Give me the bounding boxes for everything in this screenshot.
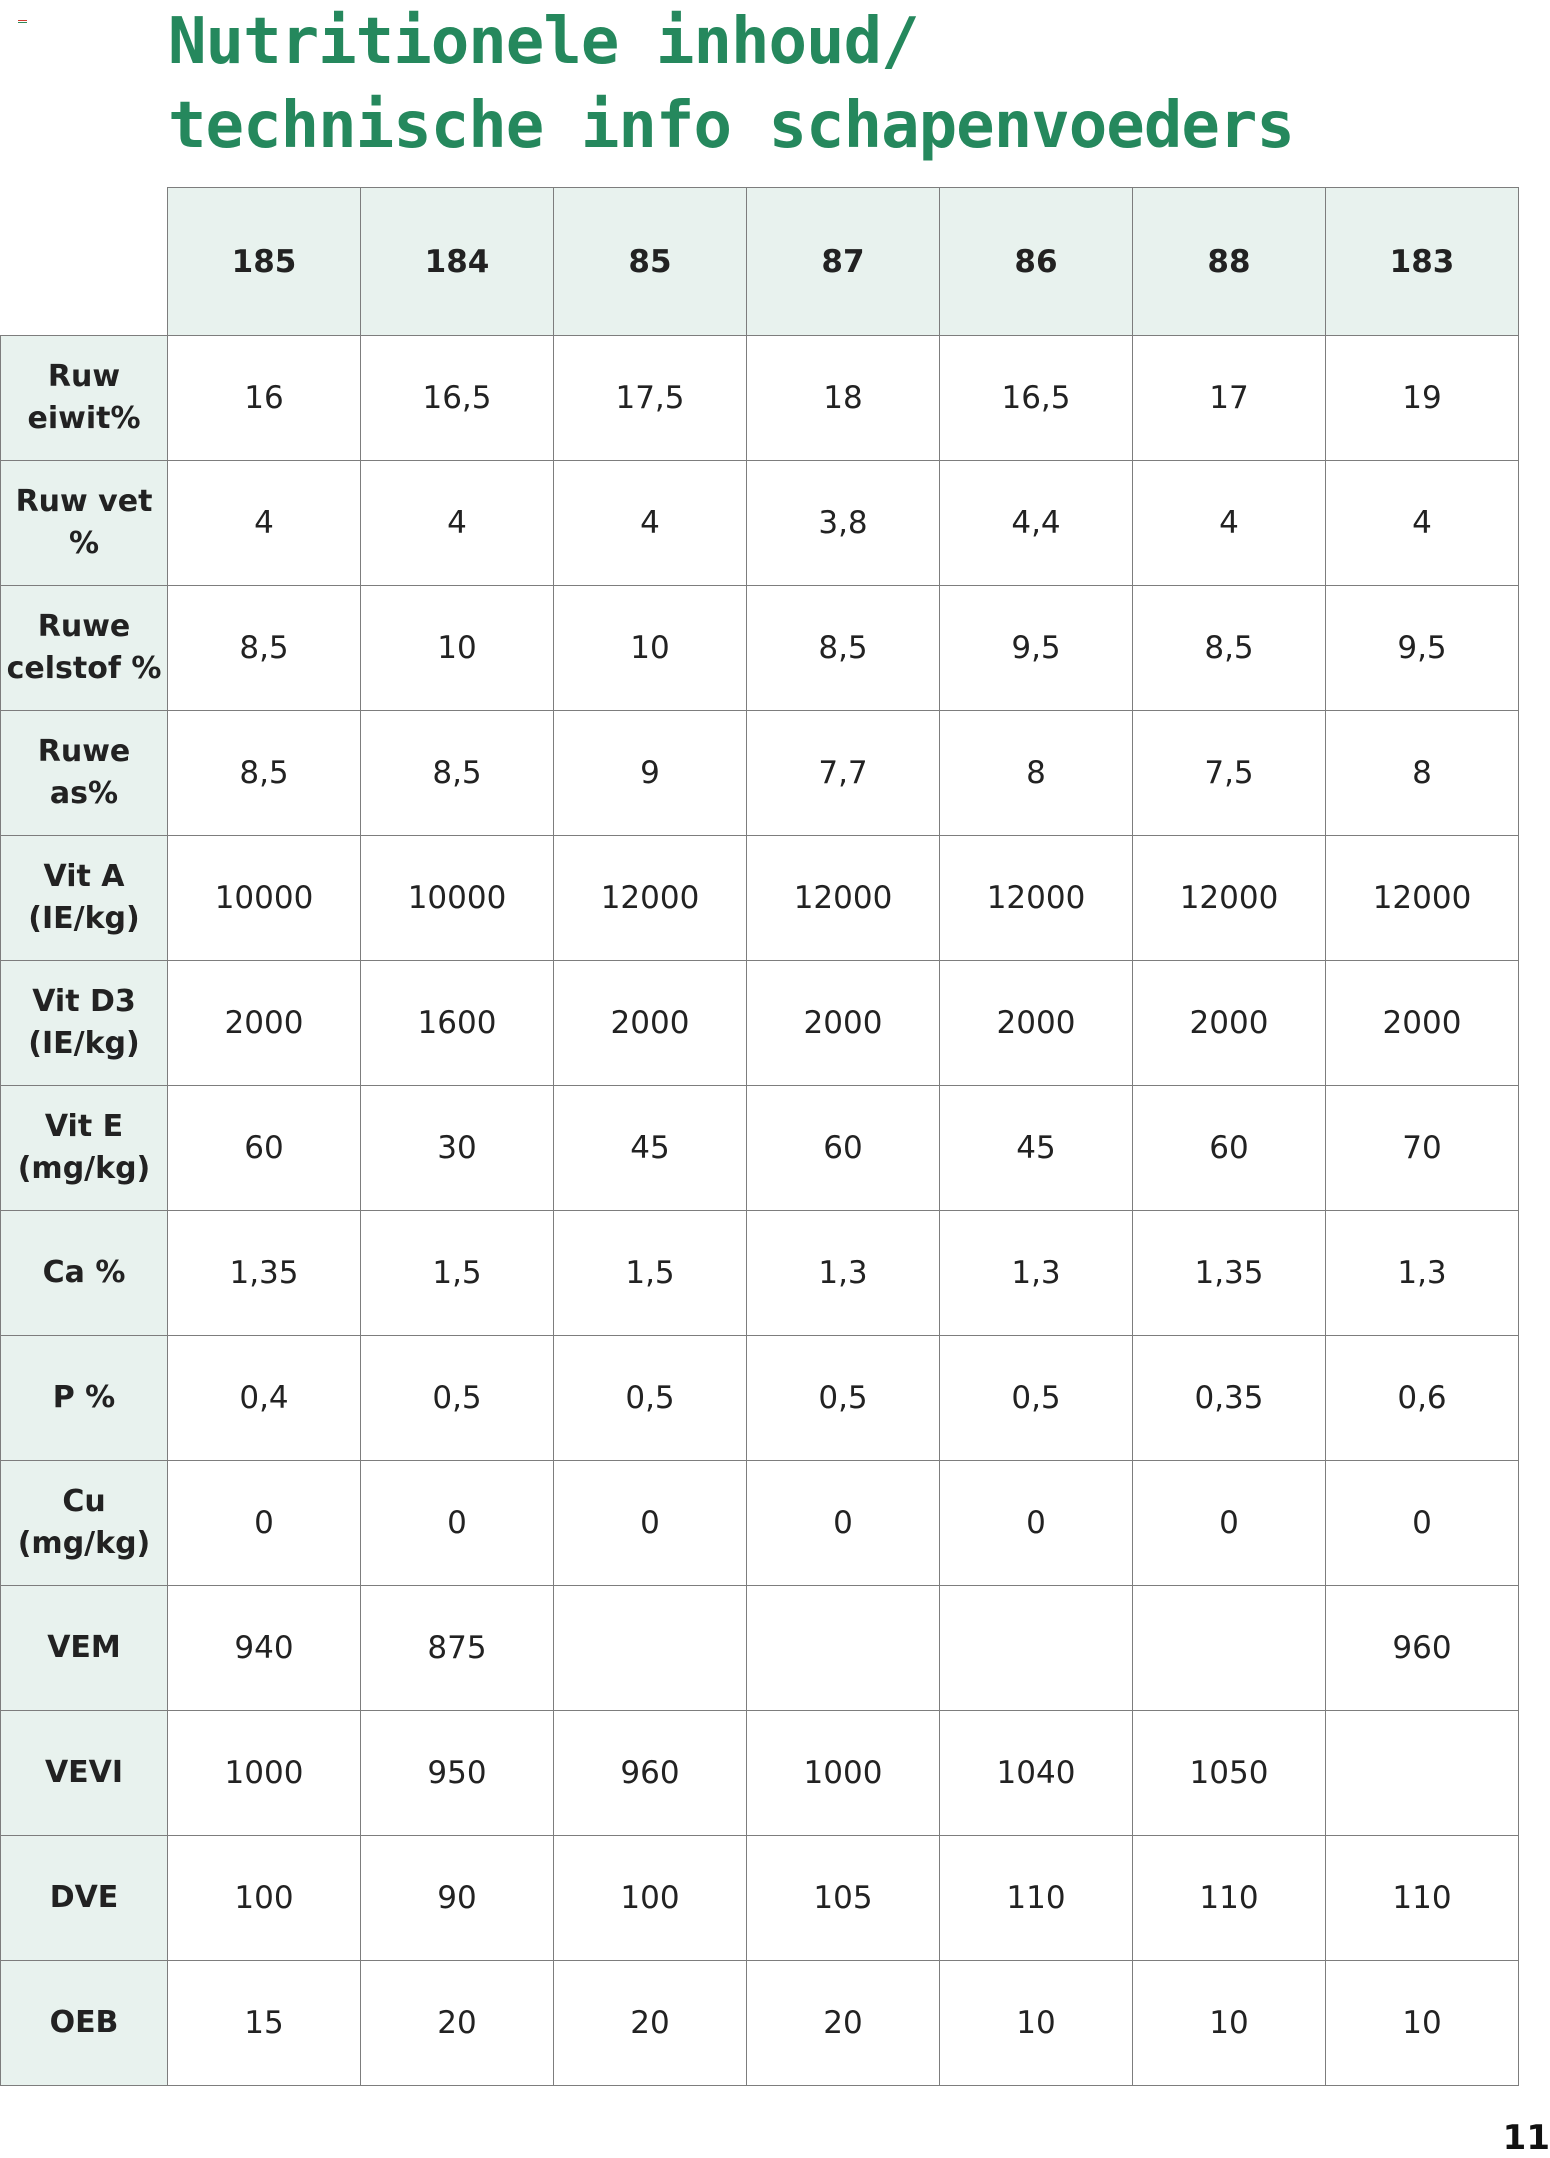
table-row [1,1336,1519,1461]
row-label-line-2: (mg/kg) [17,1526,151,1561]
column-header: 88 [1133,188,1326,336]
table-cell: 9,5 [1326,586,1519,711]
table-cell: 9 [554,711,747,836]
table-cell: 0 [747,1461,940,1586]
column-header: 86 [940,188,1133,336]
table-cell: 4,4 [940,461,1133,586]
table-cell [940,1586,1133,1711]
table-cell: 0 [1326,1461,1519,1586]
row-label-line-1: Ruwe [37,734,131,769]
table-row [1,711,1519,836]
table-cell: 20 [361,1961,554,2086]
table-cell: 2000 [554,961,747,1086]
table-cell: 110 [1133,1836,1326,1961]
table-body [1,336,1519,2086]
row-label-line-2: (mg/kg) [17,1151,151,1186]
table-cell: 0 [1133,1461,1326,1586]
row-header [1,961,168,1086]
table-cell: 960 [1326,1586,1519,1711]
row-header [1,1711,168,1836]
column-header: 183 [1326,188,1519,336]
table-cell: 0,35 [1133,1336,1326,1461]
row-header [1,1586,168,1711]
table-row [1,1586,1519,1711]
row-label-line-1: Cu [62,1484,106,1519]
table-cell: 3,8 [747,461,940,586]
row-label-line-2: (IE/kg) [28,901,140,936]
table-cell: 8 [940,711,1133,836]
table-cell: 0 [168,1461,361,1586]
table-cell: 18 [747,336,940,461]
table-cell: 1,5 [554,1211,747,1336]
row-header [1,1961,168,2086]
table-cell: 12000 [747,836,940,961]
header-row [1,188,1519,336]
table-cell [747,1586,940,1711]
table-cell [554,1586,747,1711]
table-cell: 1,35 [1133,1211,1326,1336]
table-cell: 0,5 [554,1336,747,1461]
table-cell: 60 [168,1086,361,1211]
row-label-line-2: % [68,526,100,561]
table-cell: 7,5 [1133,711,1326,836]
page-title [168,0,1294,168]
corner-mark-top-line [18,20,27,21]
table-cell: 100 [554,1836,747,1961]
table-cell: 9,5 [940,586,1133,711]
corner-mark-bottom-line [18,22,27,23]
table-cell: 960 [554,1711,747,1836]
row-label-line-2: (IE/kg) [28,1026,140,1061]
table-cell: 16 [168,336,361,461]
table-cell: 0,5 [361,1336,554,1461]
table-cell: 10 [940,1961,1133,2086]
table-cell: 1050 [1133,1711,1326,1836]
table-cell: 4 [168,461,361,586]
table-cell: 20 [554,1961,747,2086]
row-header [1,836,168,961]
table-cell: 100 [168,1836,361,1961]
table-cell: 10 [361,586,554,711]
table-cell: 4 [554,461,747,586]
table-row [1,836,1519,961]
table-cell: 1,35 [168,1211,361,1336]
table-cell: 60 [1133,1086,1326,1211]
table-cell: 110 [940,1836,1133,1961]
table-cell: 1600 [361,961,554,1086]
table-cell: 1,3 [940,1211,1133,1336]
table-cell: 12000 [1326,836,1519,961]
row-header [1,336,168,461]
table-cell: 20 [747,1961,940,2086]
table-cell: 0,5 [747,1336,940,1461]
table-cell: 17 [1133,336,1326,461]
table-corner-empty [1,188,168,336]
table-cell: 10000 [361,836,554,961]
table-cell: 45 [554,1086,747,1211]
table-row [1,1211,1519,1336]
table-cell: 1000 [168,1711,361,1836]
table-cell: 2000 [168,961,361,1086]
row-label-line-1: Ruw vet [15,484,153,519]
row-label-line-1: P % [52,1380,116,1415]
table-cell: 8 [1326,711,1519,836]
table-cell: 2000 [1326,961,1519,1086]
row-label-line-1: Ruwe [37,609,131,644]
row-label-line-1: Vit D3 [32,984,136,1019]
row-header [1,1211,168,1336]
table-cell: 0,4 [168,1336,361,1461]
table-cell: 2000 [1133,961,1326,1086]
column-header: 87 [747,188,940,336]
row-label-line-2: celstof % [6,651,162,686]
table-cell: 105 [747,1836,940,1961]
table-cell: 1,3 [1326,1211,1519,1336]
table-cell: 4 [361,461,554,586]
table-cell: 10 [1326,1961,1519,2086]
table-cell: 16,5 [361,336,554,461]
table-cell: 16,5 [940,336,1133,461]
table-cell: 12000 [940,836,1133,961]
corner-mark-icon [18,20,27,25]
row-header [1,711,168,836]
row-label-line-1: Vit A [43,859,125,894]
column-header: 185 [168,188,361,336]
table-cell: 0 [554,1461,747,1586]
table-row [1,1961,1519,2086]
table-row [1,1086,1519,1211]
row-label-line-1: VEVI [44,1755,124,1790]
table-cell: 110 [1326,1836,1519,1961]
table-header [1,188,1519,336]
table-cell: 70 [1326,1086,1519,1211]
table-cell: 0 [940,1461,1133,1586]
table-cell: 10000 [168,836,361,961]
table-row [1,1711,1519,1836]
table-cell: 2000 [747,961,940,1086]
table-cell: 4 [1326,461,1519,586]
table-cell: 15 [168,1961,361,2086]
table-cell: 940 [168,1586,361,1711]
table-cell: 17,5 [554,336,747,461]
table-cell: 875 [361,1586,554,1711]
table-cell: 8,5 [168,586,361,711]
nutrition-table [0,187,1519,2086]
table-cell: 1,3 [747,1211,940,1336]
table-cell: 4 [1133,461,1326,586]
table-row [1,336,1519,461]
table-cell: 12000 [1133,836,1326,961]
row-label-line-2: as% [49,776,119,811]
table-cell: 10 [1133,1961,1326,2086]
table-cell: 0,5 [940,1336,1133,1461]
row-label-line-2: eiwit% [27,401,141,436]
row-label-line-1: VEM [47,1630,121,1665]
table-cell: 19 [1326,336,1519,461]
table-row [1,961,1519,1086]
row-header [1,1086,168,1211]
row-header [1,1336,168,1461]
title-line-1: Nutritionele inhoud/ [168,5,919,79]
table-row [1,1461,1519,1586]
title-line-2: technische info schapenvoeders [168,89,1294,163]
table-cell: 45 [940,1086,1133,1211]
table-cell: 2000 [940,961,1133,1086]
row-header [1,1461,168,1586]
page-number: 11 [1502,2118,1550,2158]
column-header: 184 [361,188,554,336]
row-header [1,586,168,711]
table-row [1,1836,1519,1961]
table-cell: 950 [361,1711,554,1836]
table-cell: 8,5 [361,711,554,836]
row-label-line-1: Vit E [44,1109,124,1144]
table-cell: 10 [554,586,747,711]
table-cell: 1040 [940,1711,1133,1836]
row-label-line-1: DVE [49,1880,119,1915]
row-label-line-1: Ruw [47,359,121,394]
table-cell: 1000 [747,1711,940,1836]
row-label-line-1: Ca % [42,1255,126,1290]
table-cell: 60 [747,1086,940,1211]
column-header: 85 [554,188,747,336]
table-row [1,586,1519,711]
table-cell: 7,7 [747,711,940,836]
table-cell: 8,5 [747,586,940,711]
table-cell: 30 [361,1086,554,1211]
row-header [1,1836,168,1961]
table-cell [1326,1711,1519,1836]
row-label-line-1: OEB [49,2005,119,2040]
table-cell: 8,5 [168,711,361,836]
table-cell: 8,5 [1133,586,1326,711]
table-cell: 1,5 [361,1211,554,1336]
table-row [1,461,1519,586]
table-cell: 90 [361,1836,554,1961]
row-header [1,461,168,586]
table-cell: 12000 [554,836,747,961]
table-cell [1133,1586,1326,1711]
table-cell: 0 [361,1461,554,1586]
table-cell: 0,6 [1326,1336,1519,1461]
